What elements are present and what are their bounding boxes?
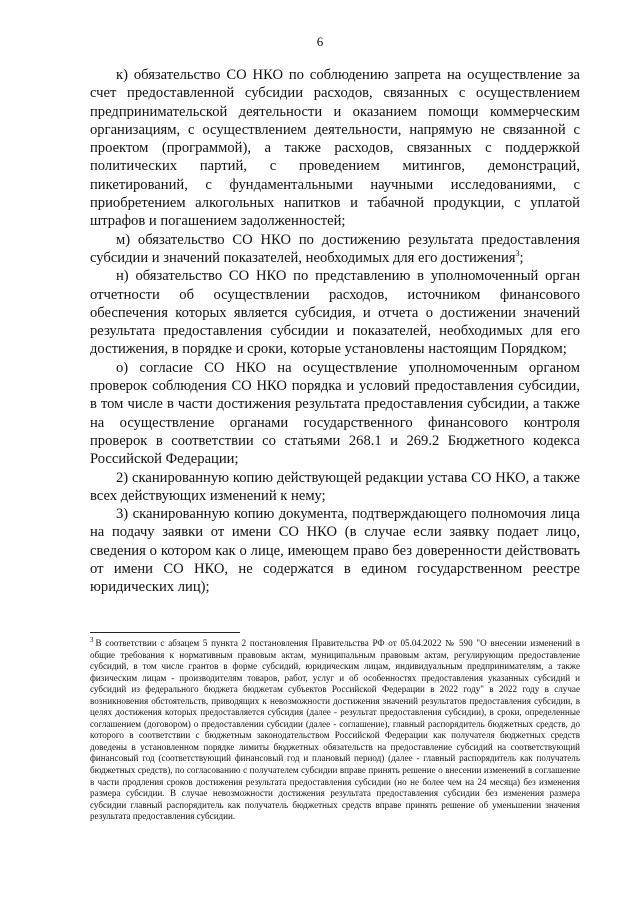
paragraph-m-end: ;: [519, 249, 524, 266]
footnote-text: В соответствии с абзацем 5 пункта 2 постановления Правительства РФ от 05.04.2022 № 590 "О внесении изменений в общие требования к нормативным правовым актам, муниципальным правовым актам, регулирующим предоставление субсидий, в том числе грантов в форме субсидий, юридическим лицам, индивидуальным предпринимателям, а также физическим лицам - производителям товаров, работ, услуг и об особенностях предоставления указанных субсидий и субсидий из федерального бюджета бюджетам субъектов Российской Федерации в 2022 году" в 2022 году в случае возникновения обстоятельств, приводящих к невозможности достижения значений результатов предоставления субсидии, в целях достижения которых предоставляется субсидия (далее - результат предоставления субсидии), в сроки, определенные соглашением (договором) о предоставлении субсидии (далее - соглашение), главный распорядитель бюджетных средств, до которого в соответствии с бюджетным законодательством Российской Федерации как получателя бюджетных средств доведены в установленном порядке лимиты бюджетных обязательств на предоставление субсидий на соответствующий финансовый год (соответствующий финансовый год и плановый период) (далее - главный распорядитель как получатель бюджетных средств), по согласованию с получателем субсидии вправе принять решение о внесении изменений в соглашение в части продления сроков достижения результата предоставления субсидии (но не более чем на 24 месяца) без изменения размера субсидии. В случае невозможности достижения результата предоставления субсидии без изменения размера субсидии главный распорядитель как получатель бюджетных средств вправе принять решение об уменьшении значения результата предоставления субсидии.: [90, 638, 580, 822]
paragraph-m-text: м) обязательство СО НКО по достижению результата предоставления субсидии и значений показателей, необходимых для его достижения: [90, 231, 580, 266]
document-body: [90, 66, 580, 597]
paragraph-item-3: 3) сканированную копию документа, подтверждающего полномочия лица на подачу заявки от имени СО НКО (в случае если заявку подает лицо, сведения о котором как о лице, имеющем право без доверенности действовать от имени СО НКО, не содержатся в едином государственном реестре юридических лиц);: [90, 506, 580, 596]
paragraph-o: о) согласие СО НКО на осуществление уполномоченным органом проверок соблюдения СО НКО порядка и условий предоставления субсидии, в том числе в части достижения результата предоставления субсидии, а также на осуществление органами государственного финансового контроля проверок в соответствии со статьями 268.1 и 269.2 Бюджетного кодекса Российской Федерации;: [90, 359, 580, 468]
paragraph-n: н) обязательство СО НКО по представлению в уполномоченный орган отчетности об осуществлении расходов, источником финансового обеспечения которых является субсидия, и отчета о достижении значений результата предоставления субсидии и показателей, необходимых для его достижения, в порядке и сроки, которые установлены настоящим Порядком;: [90, 268, 580, 358]
paragraph-item-2: 2) сканированную копию действующей редакции устава СО НКО, а также всех действующих изменений к нему;: [90, 469, 580, 504]
footnote-divider: [90, 632, 240, 633]
footnote-marker: 3: [90, 635, 94, 644]
paragraph-m: [90, 231, 580, 268]
footnote-reference[interactable]: 3: [515, 249, 520, 259]
page-number: 6: [316, 34, 324, 49]
footnote: [90, 635, 580, 823]
paragraph-k: к) обязательство СО НКО по соблюдению запрета на осуществление за счет предоставленной субсидии расходов, связанных с осуществлением предпринимательской деятельности и оказанием помощи коммерческим организациям, с осуществлением деятельности, напрямую не связанной с проектом (программой), а также расходов, связанных с поддержкой политических партий, с проведением митингов, демонстраций, пикетирований, с фундаментальными научными исследованиями, с приобретением алкогольных напитков и табачной продукции, с уплатой штрафов и погашением задолженностей;: [90, 67, 580, 230]
